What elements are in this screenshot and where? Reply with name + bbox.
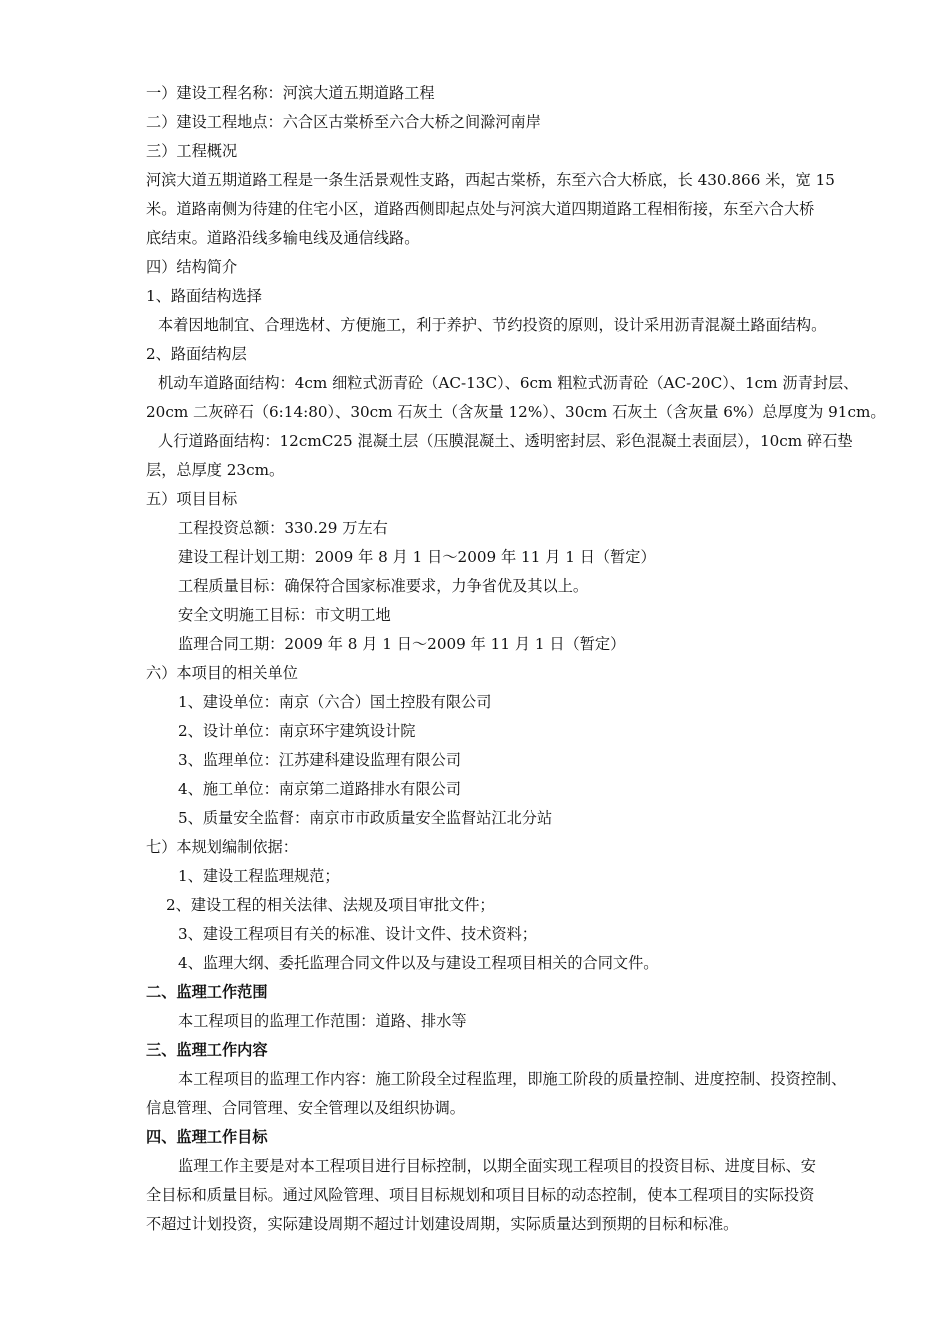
unit-designer: 2、设计单位：南京环宇建筑设计院 <box>178 722 416 740</box>
pavement-layers-heading: 2、路面结构层 <box>146 345 247 363</box>
basis-heading: 七）本规划编制依据： <box>146 838 298 856</box>
units-heading: 六）本项目的相关单位 <box>146 664 298 682</box>
overview-text-line-1: 河滨大道五期道路工程是一条生活景观性支路，西起古棠桥，东至六合大桥底，长 430.866 米，宽 15 <box>146 171 835 189</box>
objective-text-line-1: 监理工作主要是对本工程项目进行目标控制，以期全面实现工程项目的投资目标、进度目标、安 <box>178 1157 816 1175</box>
objective-text-line-2: 全目标和质量目标。通过风险管理、项目目标规划和项目目标的动态控制，使本工程项目的实际投资 <box>146 1186 815 1204</box>
overview-heading: 三）工程概况 <box>146 142 238 160</box>
objective-text-line-3: 不超过计划投资，实际建设周期不超过计划建设周期，实际质量达到预期的目标和标准。 <box>146 1215 739 1233</box>
content-text-line-1: 本工程项目的监理工作内容：施工阶段全过程监理，即施工阶段的质量控制、进度控制、投资控制、 <box>178 1070 847 1088</box>
scope-heading: 二、监理工作范围 <box>146 983 268 1001</box>
project-location-line: 二）建设工程地点：六合区古棠桥至六合大桥之间滁河南岸 <box>146 113 541 131</box>
pavement-choice-heading: 1、路面结构选择 <box>146 287 262 305</box>
unit-supervisor: 3、监理单位：江苏建科建设监理有限公司 <box>178 751 462 769</box>
content-heading: 三、监理工作内容 <box>146 1041 268 1059</box>
basis-item-2: 2、建设工程的相关法律、法规及项目审批文件； <box>166 896 495 914</box>
basis-item-3: 3、建设工程项目有关的标准、设计文件、技术资料； <box>178 925 537 943</box>
safety-goal: 安全文明施工目标：市文明工地 <box>178 606 391 624</box>
overview-text-line-2: 米。道路南侧为待建的住宅小区，道路西侧即起点处与河滨大道四期道路工程相衔接，东至六合大桥 <box>146 200 815 218</box>
contract-schedule: 监理合同工期：2009 年 8 月 1 日～2009 年 11 月 1 日（暂定） <box>178 635 626 653</box>
structure-heading: 四）结构简介 <box>146 258 238 276</box>
unit-owner: 1、建设单位：南京（六合）国土控股有限公司 <box>178 693 492 711</box>
investment-total: 工程投资总额：330.29 万左右 <box>178 519 388 537</box>
goals-heading: 五）项目目标 <box>146 490 238 508</box>
sidewalk-structure-line-1: 人行道路面结构：12cmC25 混凝土层（压膜混凝土、透明密封层、彩色混凝土表面层），10cm 碎石垫 <box>158 432 853 450</box>
quality-goal: 工程质量目标：确保符合国家标准要求，力争省优及其以上。 <box>178 577 589 595</box>
planned-schedule: 建设工程计划工期：2009 年 8 月 1 日～2009 年 11 月 1 日（暂定） <box>178 548 656 566</box>
overview-text-line-3: 底结束。道路沿线多输电线及通信线路。 <box>146 229 420 247</box>
pavement-choice-text: 本着因地制宜、合理选材、方便施工，利于养护、节约投资的原则，设计采用沥青混凝土路面结构。 <box>158 316 827 334</box>
objective-heading: 四、监理工作目标 <box>146 1128 268 1146</box>
scope-text: 本工程项目的监理工作范围：道路、排水等 <box>178 1012 467 1030</box>
document-page <box>146 79 888 1239</box>
sidewalk-structure-line-2: 层，总厚度 23cm。 <box>146 461 285 479</box>
motorway-structure-line-1: 机动车道路面结构：4cm 细粒式沥青砼（AC-13C）、6cm 粗粒式沥青砼（AC-20C）、1cm 沥青封层、 <box>158 374 859 392</box>
unit-contractor: 4、施工单位：南京第二道路排水有限公司 <box>178 780 462 798</box>
basis-item-4: 4、监理大纲、委托监理合同文件以及与建设工程项目相关的合同文件。 <box>178 954 659 972</box>
content-text-line-2: 信息管理、合同管理、安全管理以及组织协调。 <box>146 1099 465 1117</box>
unit-quality-supervision: 5、质量安全监督：南京市市政质量安全监督站江北分站 <box>178 809 553 827</box>
motorway-structure-line-2: 20cm 二灰碎石（6:14:80）、30cm 石灰土（含灰量 12%）、30cm 石灰土（含灰量 6%）总厚度为 91cm。 <box>146 403 886 421</box>
project-name-line: 一）建设工程名称：河滨大道五期道路工程 <box>146 84 435 102</box>
basis-item-1: 1、建设工程监理规范； <box>178 867 340 885</box>
